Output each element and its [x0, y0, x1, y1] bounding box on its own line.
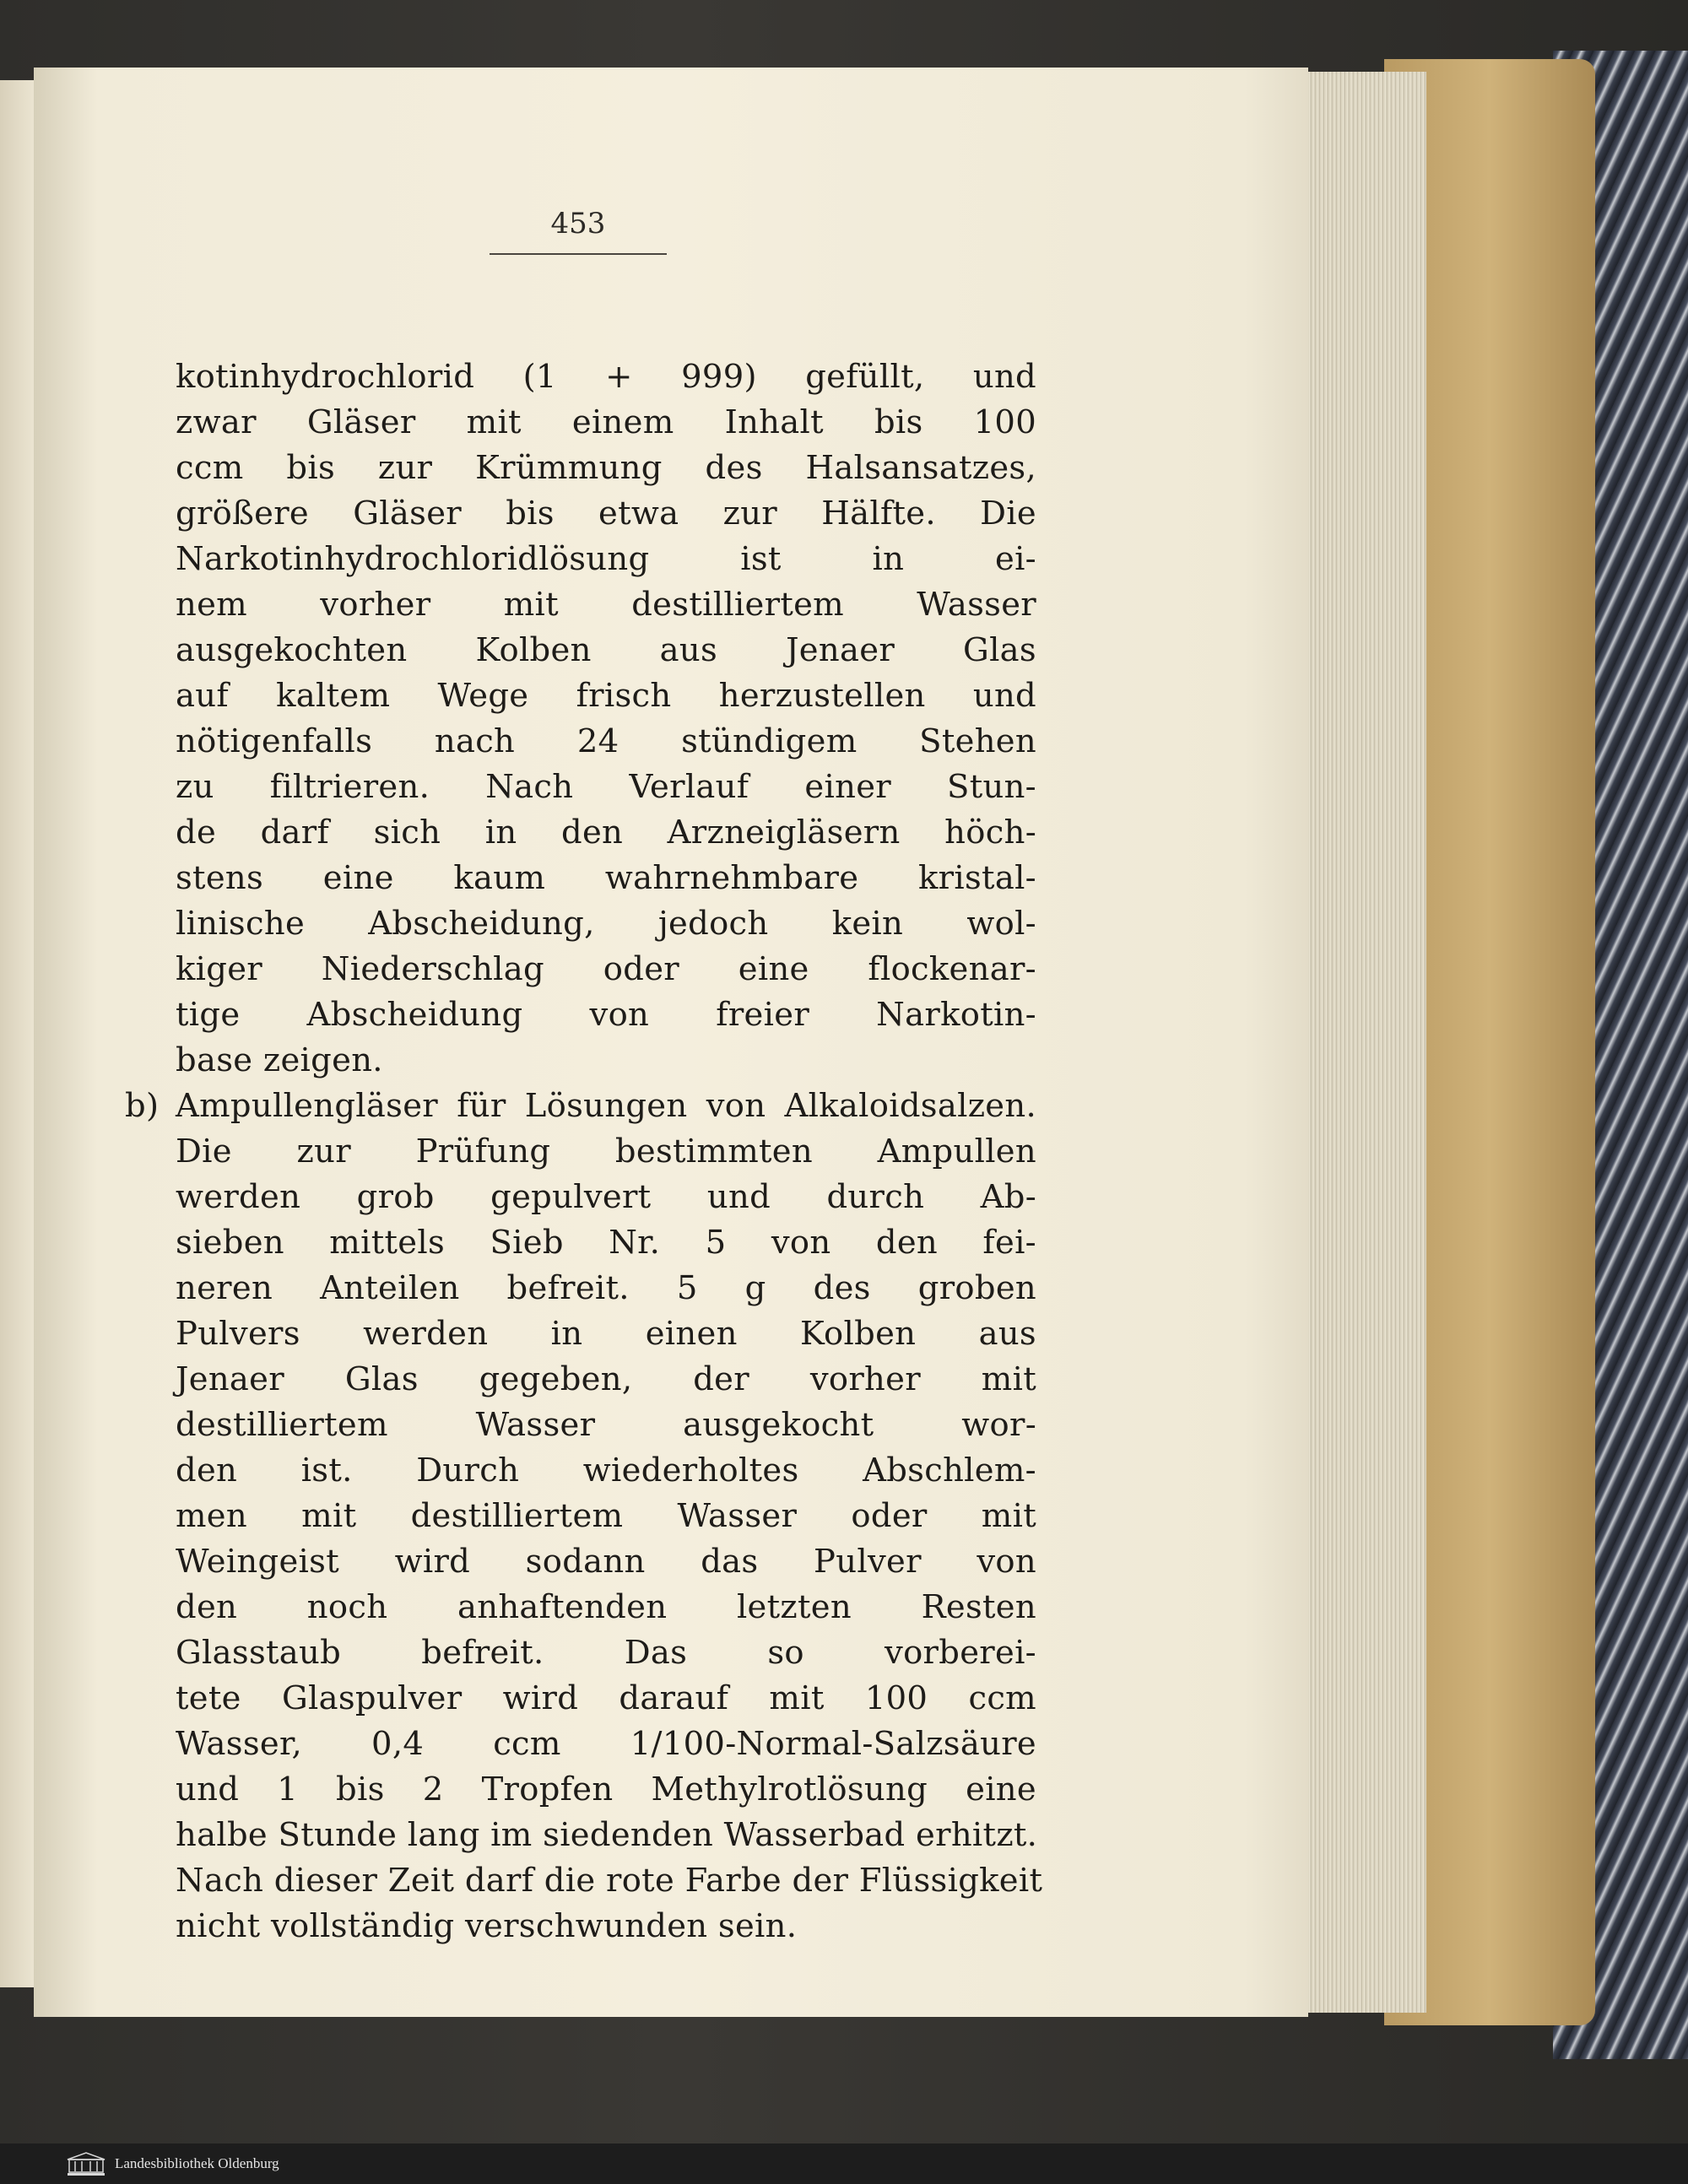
- book-page: [34, 68, 1308, 2017]
- text-line: zu filtrieren. Nach Verlauf einer Stun-: [176, 768, 1036, 806]
- page-body-text: [125, 354, 1043, 1949]
- text-line: tige Abscheidung von freier Narkotin-: [176, 996, 1036, 1034]
- text-line: tete Glaspulver wird darauf mit 100 ccm: [176, 1679, 1036, 1717]
- text-line: Weingeist wird sodann das Pulver von: [176, 1543, 1036, 1581]
- text-line: Die zur Prüfung bestimmten Ampullen: [176, 1133, 1036, 1170]
- text-line: de darf sich in den Arzneigläsern höch-: [176, 814, 1036, 851]
- library-building-icon: [66, 2151, 106, 2176]
- text-line: den ist. Durch wiederholtes Abschlem-: [176, 1451, 1036, 1489]
- text-line: und 1 bis 2 Tropfen Methylrotlösung eine: [176, 1770, 1036, 1808]
- text-line: zwar Gläser mit einem Inhalt bis 100: [176, 403, 1036, 441]
- page-number: 453: [550, 207, 606, 241]
- text-line: größere Gläser bis etwa zur Hälfte. Die: [176, 495, 1036, 532]
- text-line: kiger Niederschlag oder eine flockenar-: [176, 950, 1036, 988]
- text-line: Narkotinhydrochloridlösung ist in ei-: [176, 540, 1036, 578]
- text-line: nötigenfalls nach 24 stündigem Stehen: [176, 722, 1036, 760]
- text-line: Jenaer Glas gegeben, der vorher mit: [176, 1360, 1036, 1398]
- text-line: stens eine kaum wahrnehmbare kristal-: [176, 859, 1036, 897]
- text-line: sieben mittels Sieb Nr. 5 von den fei-: [176, 1224, 1036, 1262]
- footer-bar: [0, 2143, 1688, 2184]
- text-line: base zeigen.: [176, 1041, 383, 1079]
- text-line: men mit destilliertem Wasser oder mit: [176, 1497, 1036, 1535]
- text-line: nem vorher mit destilliertem Wasser: [176, 586, 1036, 624]
- facing-page-edge: [0, 80, 34, 1987]
- text-line: Ampullengläser für Lösungen von Alkaloidsalzen.: [176, 1087, 1036, 1125]
- footer-label: Landesbibliothek Oldenburg: [115, 2155, 279, 2171]
- text-line: Wasser, 0,4 ccm 1/100-Normal-Salzsäure: [176, 1725, 1036, 1763]
- text-line: Nach dieser Zeit darf die rote Farbe der Flüssigkeit: [176, 1862, 1043, 1900]
- text-line: ausgekochten Kolben aus Jenaer Glas: [176, 631, 1036, 669]
- text-line: den noch anhaftenden letzten Resten: [176, 1588, 1036, 1626]
- text-line: linische Abscheidung, jedoch kein wol-: [176, 905, 1036, 943]
- text-line: nicht vollständig verschwunden sein.: [176, 1907, 798, 1945]
- header-rule: [490, 253, 667, 255]
- text-line: werden grob gepulvert und durch Ab-: [176, 1178, 1036, 1216]
- text-line: halbe Stunde lang im siedenden Wasserbad erhitzt.: [176, 1816, 1038, 1854]
- text-line: neren Anteilen befreit. 5 g des groben: [176, 1269, 1036, 1307]
- list-item-b-first-line: [125, 1084, 1036, 1129]
- list-item-marker: b): [125, 1087, 160, 1125]
- text-line: Pulvers werden in einen Kolben aus: [176, 1315, 1036, 1353]
- text-line: ccm bis zur Krümmung des Halsansatzes,: [176, 449, 1036, 487]
- text-line: destilliertem Wasser ausgekocht wor-: [176, 1406, 1036, 1444]
- text-line: Glasstaub befreit. Das so vorberei-: [176, 1634, 1036, 1672]
- text-line: kotinhydrochlorid (1 + 999) gefüllt, und: [176, 358, 1036, 396]
- page-stack-edges: [1300, 72, 1426, 2013]
- text-line: auf kaltem Wege frisch herzustellen und: [176, 677, 1036, 715]
